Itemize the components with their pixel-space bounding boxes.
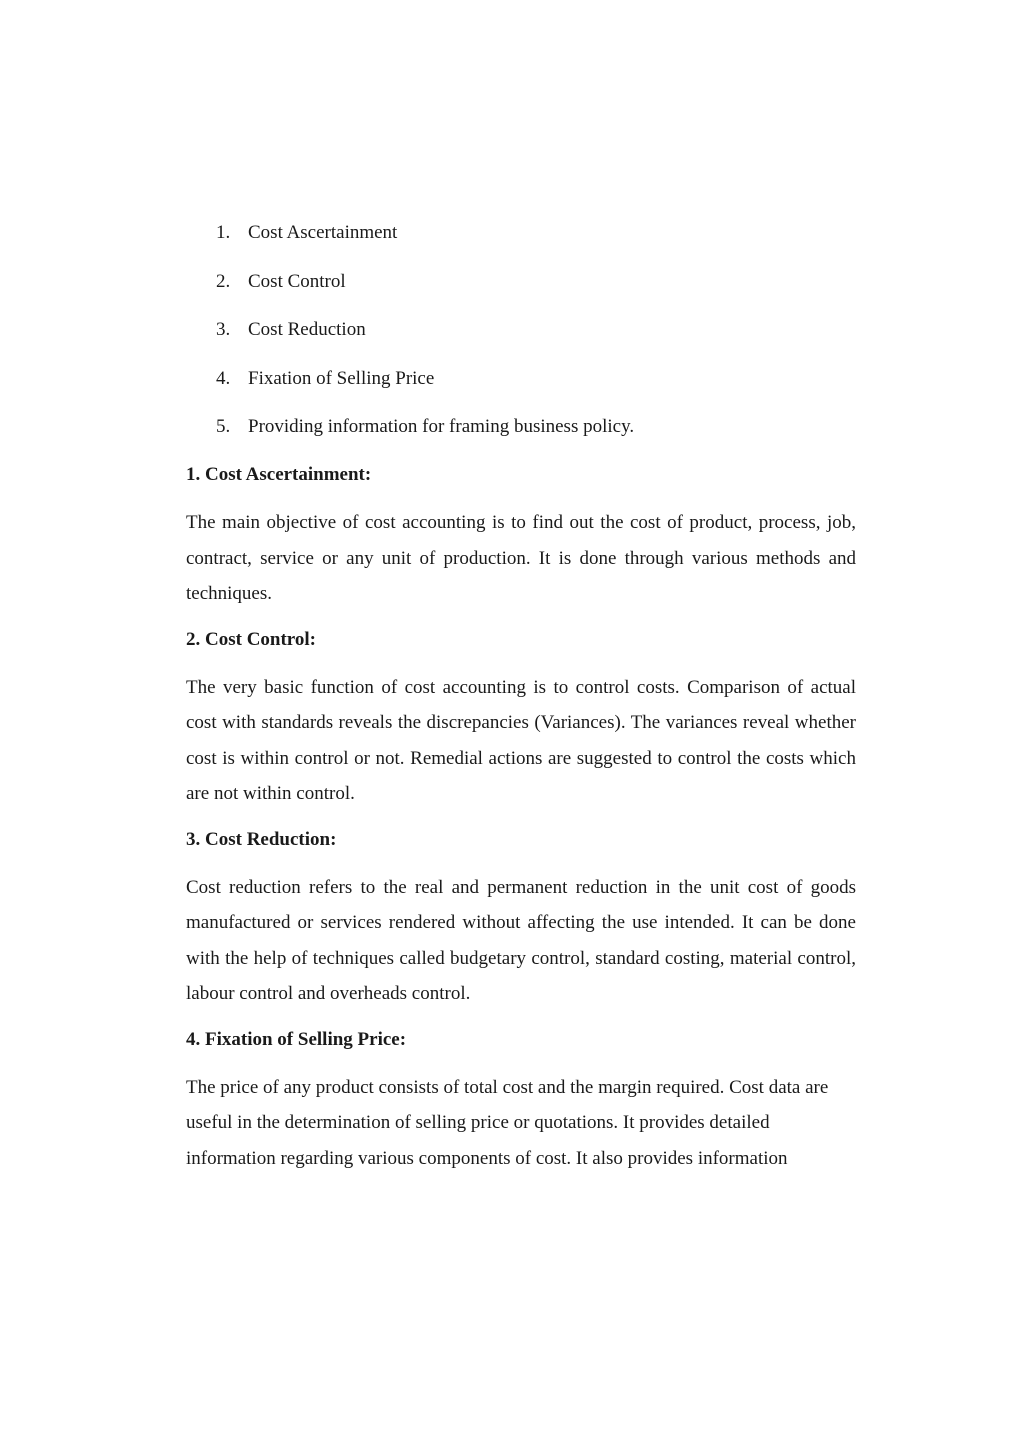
section-heading: 3. Cost Reduction: (186, 828, 337, 850)
section-cost-ascertainment (186, 462, 856, 612)
list-item-label: Cost Ascertainment (248, 222, 398, 243)
list-item (216, 366, 634, 392)
list-item-label: Fixation of Selling Price (248, 367, 435, 389)
section-cost-control (186, 627, 856, 812)
list-item-label: Providing information for framing business policy. (248, 416, 635, 437)
list-item (216, 414, 634, 440)
list-item (216, 220, 634, 246)
list-item-label: Cost Reduction (248, 319, 366, 340)
list-item-number: 2. (216, 270, 231, 292)
document-body (186, 462, 856, 1191)
objectives-list (216, 220, 634, 463)
section-heading: 4. Fixation of Selling Price: (186, 1028, 407, 1050)
section-paragraph: Cost reduction refers to the real and permanent reduction in the unit cost of goods manufactured or services rendered without affecting the use intended. It can be done with the help of techniques called budgetary control, standard costing, material control, labour control and overheads control. (186, 876, 856, 1004)
section-cost-reduction (186, 827, 856, 1012)
list-item-number: 4. (216, 367, 231, 389)
section-fixation-of-selling-price (186, 1027, 856, 1177)
section-paragraph: The very basic function of cost accounting is to control costs. Comparison of actual cost with standards reveals the discrepancies (Variances). The variances reveal whether cost is within control or not. Remedial actions are suggested to control the costs which are not within control. (186, 676, 856, 804)
list-item-label: Cost Control (248, 270, 346, 292)
section-paragraph: The price of any product consists of total cost and the margin required. Cost data are useful in the determination of selling price or quotations. It provides detailed information regarding various components of cost. It also provides information (186, 1076, 829, 1169)
list-item-number: 5. (216, 416, 231, 437)
list-item (216, 317, 634, 343)
section-paragraph: The main objective of cost accounting is to find out the cost of product, process, job, contract, service or any unit of production. It is done through various methods and techniques. (186, 512, 856, 604)
list-item (216, 269, 634, 295)
section-heading: 2. Cost Control: (186, 628, 317, 650)
list-item-number: 1. (216, 222, 231, 243)
section-heading: 1. Cost Ascertainment: (186, 464, 372, 485)
list-item-number: 3. (216, 319, 231, 340)
